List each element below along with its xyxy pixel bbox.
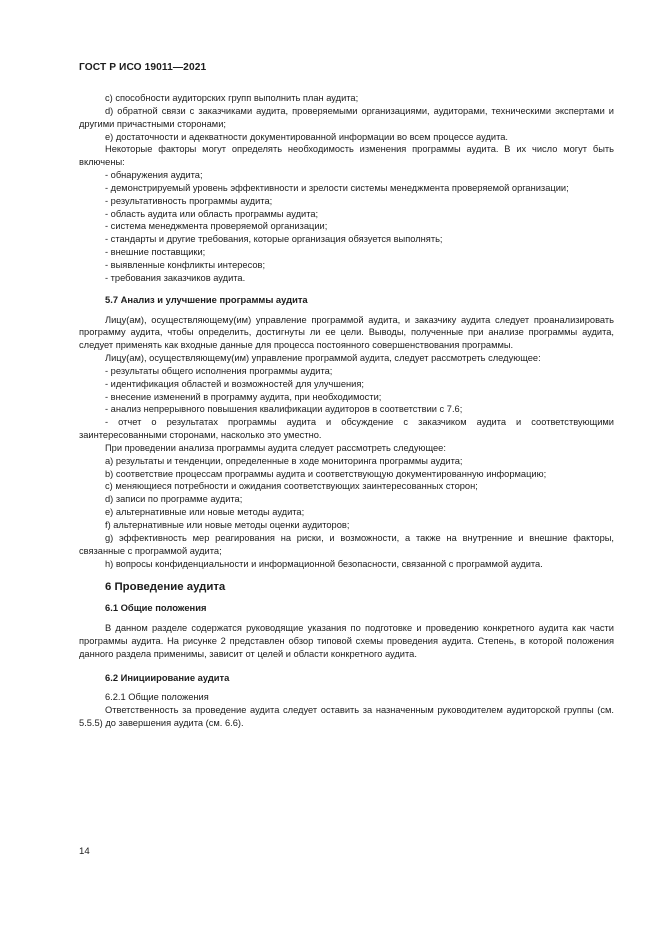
section-heading-6-2: 6.2 Инициирование аудита	[105, 671, 230, 683]
bullet-item: - система менеджмента проверяемой организации;	[105, 221, 328, 232]
document-id-header: ГОСТ Р ИСО 19011—2021	[79, 62, 207, 73]
bullet-item: - требования заказчиков аудита.	[105, 272, 246, 283]
list-item-b: b) соответствие процессам программы аудита и соответствующую документированную информацию;	[105, 468, 547, 479]
bullet-item: - демонстрируемый уровень эффективности и зрелости системы менеджмента проверяемой организации;	[105, 182, 569, 193]
subsection-heading-6-2-1: 6.2.1 Общие положения	[105, 692, 209, 703]
bullet-item: - обнаружения аудита;	[105, 170, 203, 181]
list-item-g: g) эффективность мер реагирования на риски, и возможности, а также на внутренние и внешние факторы, связанные с программой аудита;	[79, 532, 614, 556]
list-item-d: d) обратной связи с заказчиками аудита, проверяемыми организациями, аудиторами, техническими экспертами и другими причастными сторонами;	[79, 105, 614, 129]
list-item-e: e) достаточности и адекватности документированной информации во всем процессе аудита.	[105, 131, 508, 142]
list-item-c: c) способности аудиторских групп выполнить план аудита;	[105, 93, 359, 103]
list-item-h: h) вопросы конфиденциальности и информационной безопасности, связанной с программой аудита.	[105, 558, 543, 569]
list-item-f: f) альтернативные или новые методы оценки аудиторов;	[105, 520, 350, 530]
section-heading-5-7: 5.7 Анализ и улучшение программы аудита	[105, 293, 308, 305]
bullet-item: - стандарты и другие требования, которые организация обязуется выполнять;	[105, 234, 443, 245]
section-heading-6-1: 6.1 Общие положения	[105, 602, 207, 614]
paragraph: Лицу(ам), осуществляющему(им) управление программой аудита, следует рассмотреть следующее:	[105, 353, 541, 364]
bullet-item: - внесение изменений в программу аудита, при необходимости;	[105, 391, 382, 402]
bullet-item: - идентификация областей и возможностей для улучшения;	[105, 378, 364, 389]
list-item-c: c) меняющиеся потребности и ожидания соответствующих заинтересованных сторон;	[105, 481, 478, 492]
list-item-e: e) альтернативные или новые методы аудита;	[105, 507, 305, 518]
bullet-item: - область аудита или область программы аудита;	[105, 208, 319, 219]
bullet-item: - внешние поставщики;	[105, 247, 206, 258]
paragraph-change-factors: Некоторые факторы могут определять необходимость изменения программы аудита. В их число могут быть включены:	[79, 144, 614, 168]
paragraph: При проведении анализа программы аудита следует рассмотреть следующее:	[105, 442, 446, 453]
paragraph: Лицу(ам), осуществляющему(им) управление программой аудита, и заказчику аудита следует проанализировать программу аудита, чтобы определить, достигнуты ли ее цели. Выводы, полученные при анализе программы аудита, следует применять как входные данные для процесса постоянного совершенствования программы.	[79, 314, 614, 351]
section-heading-6: 6 Проведение аудита	[105, 581, 226, 594]
document-body	[79, 92, 614, 730]
bullet-item: - результативность программы аудита;	[105, 195, 273, 206]
bullet-item: - выявленные конфликты интересов;	[105, 259, 266, 270]
paragraph: В данном разделе содержатся руководящие указания по подготовке и проведению конкретного аудита как части программы аудита. На рисунке 2 представлен обзор типовой схемы проведения аудита. Степень, в которой положения данного раздела применимы, зависит от целей и области конкретного аудита.	[79, 623, 614, 659]
bullet-item: - анализ непрерывного повышения квалификации аудиторов в соответствии с 7.6;	[105, 404, 463, 415]
paragraph: Ответственность за проведение аудита следует оставить за назначенным руководителем аудиторской группы (см. 5.5.5) до завершения аудита (см. 6.6).	[79, 705, 614, 729]
list-item-d: d) записи по программе аудита;	[105, 494, 243, 505]
list-item-a: a) результаты и тенденции, определенные в ходе мониторинга программы аудита;	[105, 455, 463, 466]
bullet-item: - отчет о результатах программы аудита и обсуждение с заказчиком аудита и соответствующими заинтересованными сторонами, насколько это уместно.	[79, 417, 614, 441]
page-number: 14	[79, 846, 90, 857]
bullet-item: - результаты общего исполнения программы аудита;	[105, 365, 333, 376]
